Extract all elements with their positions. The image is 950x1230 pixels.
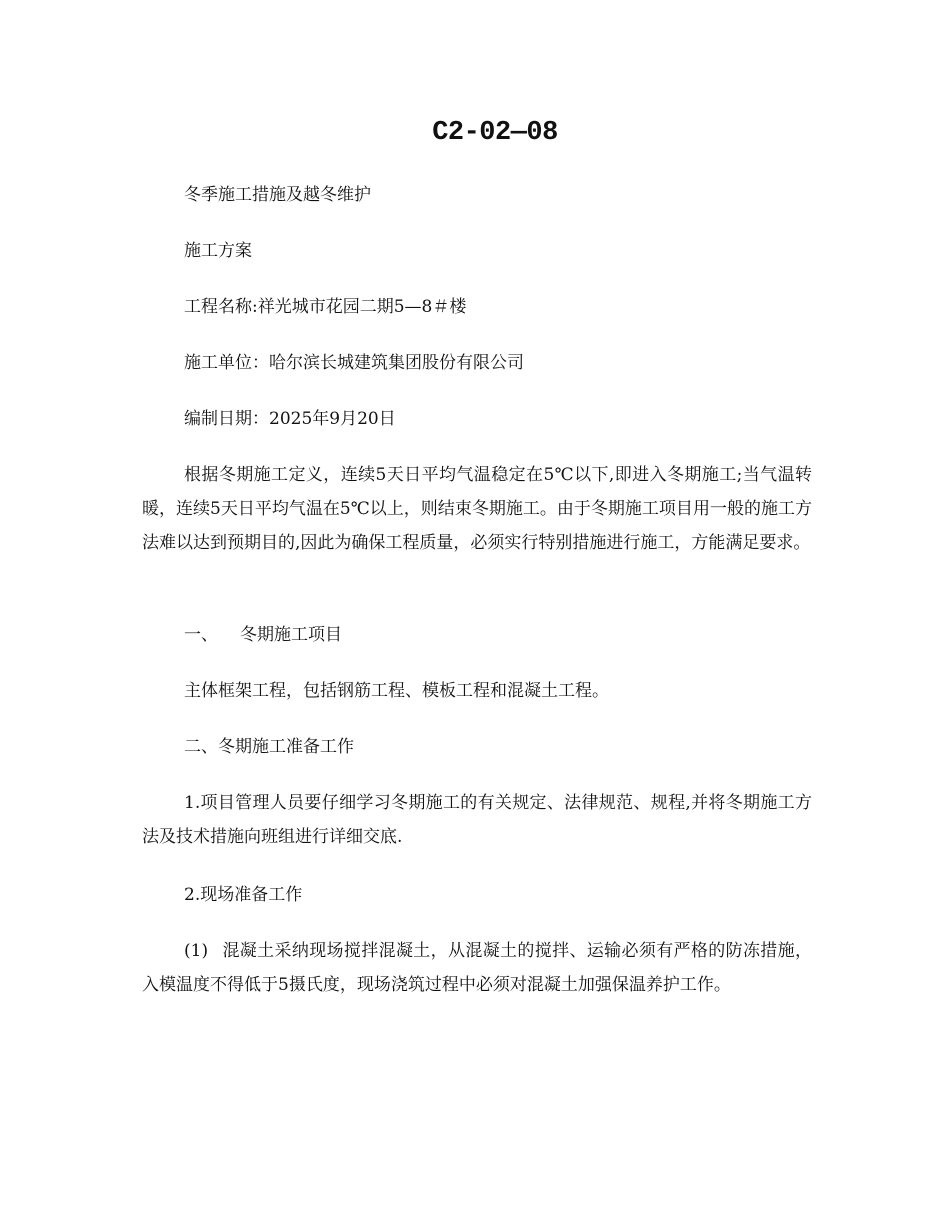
section1-title: 冬期施工项目 — [240, 625, 342, 645]
item2-sub1-paragraph — [142, 934, 812, 1002]
item2-sub1-number: (1) — [184, 941, 209, 961]
document-title-line2: 施工方案 — [184, 241, 252, 261]
section1-number: 一、 — [184, 625, 218, 645]
construction-unit-label: 施工单位： — [184, 353, 269, 373]
construction-unit-value: 哈尔滨长城建筑集团股份有限公司 — [269, 353, 524, 373]
compile-date-value: 2025年9月20日 — [269, 409, 396, 429]
project-name-label: 工程名称: — [184, 297, 258, 317]
section2-heading: 二、冬期施工准备工作 — [184, 737, 354, 757]
item2-heading: 2.现场准备工作 — [184, 885, 303, 905]
project-name-line — [184, 290, 466, 324]
compile-date-label: 编制日期： — [184, 409, 269, 429]
construction-unit-line — [184, 346, 524, 380]
document-code: C2-02—08 — [432, 118, 558, 148]
project-name-value: 祥光城市花园二期5—8＃楼 — [257, 297, 467, 317]
section1-heading — [184, 618, 342, 652]
compile-date-line — [184, 402, 396, 436]
document-title-line1: 冬季施工措施及越冬维护 — [184, 185, 371, 205]
section1-body: 主体框架工程，包括钢筋工程、模板工程和混凝土工程。 — [184, 681, 609, 701]
item2-sub1-text: 混凝土采纳现场搅拌混凝土，从混凝土的搅拌、运输必须有严格的防冻措施，入模温度不得低于5摄氏度，现场浇筑过程中必须对混凝土加强保温养护工作。 — [142, 941, 812, 995]
intro-paragraph: 根据冬期施工定义，连续5天日平均气温稳定在5℃以下,即进入冬期施工;当气温转暖，连续5天日平均气温在5℃以上，则结束冬期施工。由于冬期施工项目用一般的施工方法难以达到预期目的,因此为确保工程质量，必须实行特别措施进行施工，方能满足要求。 — [142, 465, 812, 553]
item1-paragraph: 1.项目管理人员要仔细学习冬期施工的有关规定、法律规范、规程,并将冬期施工方法及技术措施向班组进行详细交底. — [142, 793, 812, 847]
